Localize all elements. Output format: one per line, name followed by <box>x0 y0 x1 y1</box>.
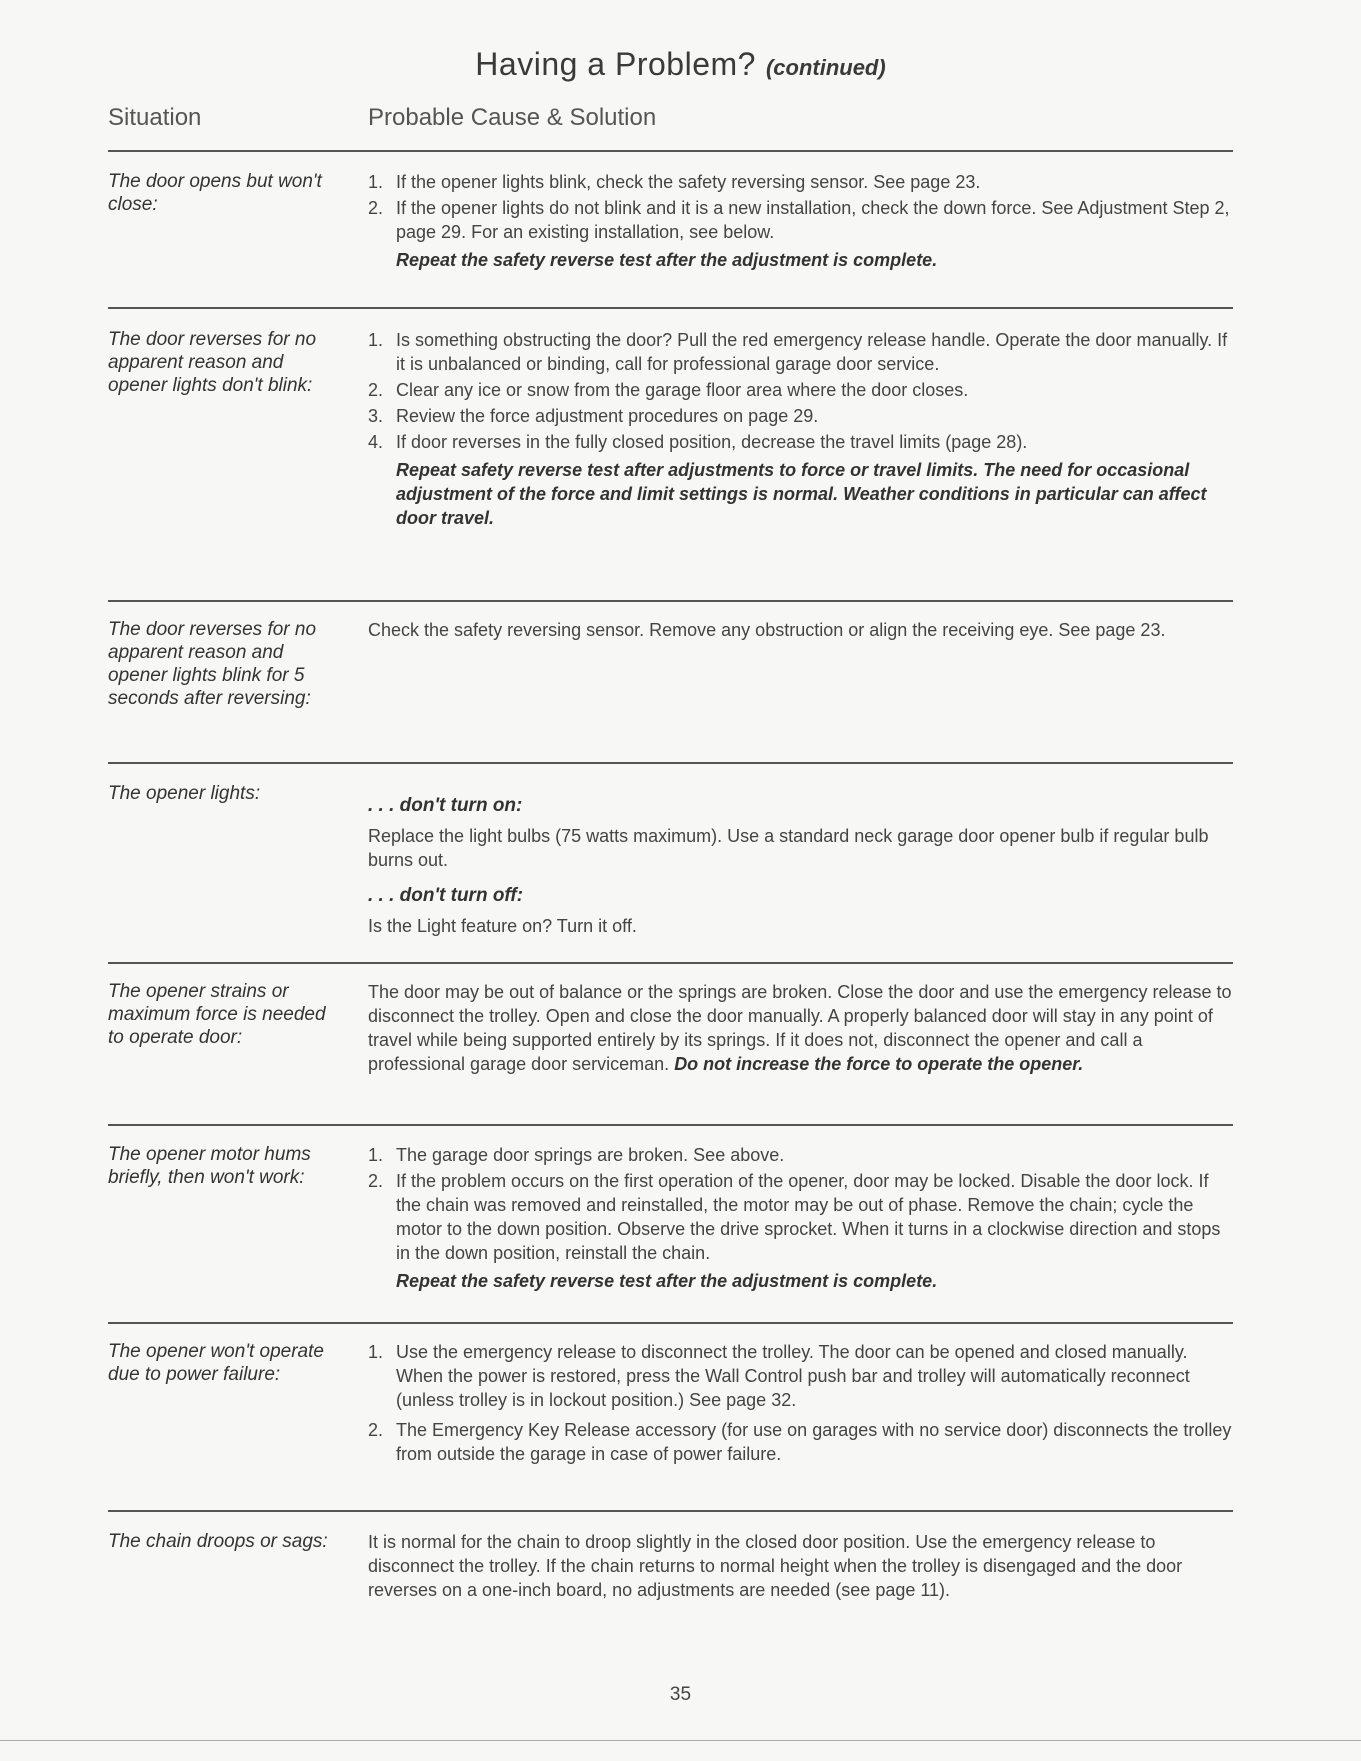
subheading-dont-turn-off: . . . don't turn off: <box>368 885 524 906</box>
divider <box>108 1510 1233 1512</box>
item-number: 1. <box>368 172 384 192</box>
safety-note: Repeat the safety reverse test after the adjustment is complete. <box>396 1271 938 1291</box>
item-number: 4. <box>368 432 384 452</box>
text-dont-turn-on: Replace the light bulbs (75 watts maximum). Use a standard neck garage door opener bulb if regular bulb burns out. <box>368 826 1209 870</box>
solution <box>368 794 1234 938</box>
situation-text: The opener won't operate due to power failure: <box>108 1341 324 1385</box>
safety-note: Repeat safety reverse test after adjustments to force or travel limits. The need for occasional adjustment of the force and limit settings is normal. Weather conditions in particular can affect door travel. <box>396 460 1207 528</box>
divider <box>108 307 1233 309</box>
item-number: 2. <box>368 380 384 400</box>
item-text: If door reverses in the fully closed position, decrease the travel limits (page 28). <box>396 432 1028 452</box>
list-item <box>368 1340 1234 1412</box>
item-text: If the problem occurs on the first operation of the opener, door may be locked. Disable the door lock. If the chain was removed and reinstalled, the motor may be out of phase. Remove the chain; cycle the motor to the down position. Observe the drive sprocket. When it turns in a clockwise direction and stops in the down position, reinstall the chain. <box>396 1171 1221 1263</box>
list-item <box>368 378 1234 402</box>
item-number: 1. <box>368 1145 384 1165</box>
divider <box>108 762 1233 764</box>
subheading-dont-turn-on: . . . don't turn on: <box>368 795 523 816</box>
item-text: Clear any ice or snow from the garage floor area where the door closes. <box>396 380 969 400</box>
divider <box>108 150 1233 152</box>
situation-text: The opener motor hums briefly, then won't work: <box>108 1144 311 1188</box>
column-header-situation: Situation <box>108 104 202 131</box>
column-header-cause: Probable Cause & Solution <box>368 104 657 131</box>
situation-text: The chain droops or sags: <box>108 1531 328 1552</box>
item-text: The garage door springs are broken. See above. <box>396 1145 785 1165</box>
solution <box>368 980 1234 1076</box>
divider <box>108 1322 1233 1324</box>
list-item <box>368 1169 1234 1265</box>
warning-note: Do not increase the force to operate the opener. <box>674 1054 1084 1074</box>
solution: Check the safety reversing sensor. Remove any obstruction or align the receiving eye. See page 23. <box>368 620 1166 640</box>
solution <box>368 170 1234 272</box>
item-number: 1. <box>368 1342 384 1362</box>
text-dont-turn-off: Is the Light feature on? Turn it off. <box>368 916 637 936</box>
item-text: Use the emergency release to disconnect the trolley. The door can be opened and closed manually. When the power is restored, press the Wall Control push bar and trolley will automatically reconnect (unless trolley is in lockout position.) See page 32. <box>396 1342 1190 1410</box>
situation-text: The opener strains or maximum force is needed to operate door: <box>108 981 326 1048</box>
item-text: Is something obstructing the door? Pull the red emergency release handle. Operate the door manually. If it is unbalanced or binding, call for professional garage door service. <box>396 330 1228 374</box>
solution: It is normal for the chain to droop slightly in the closed door position. Use the emergency release to disconnect the trolley. If the chain returns to normal height when the trolley is disengaged and the door reverses on a one-inch board, no adjustments are needed (see page 11). <box>368 1532 1183 1600</box>
list-item <box>368 1143 1234 1167</box>
situation-text: The door opens but won't close: <box>108 171 322 215</box>
page-title <box>0 46 1361 83</box>
item-text: If the opener lights blink, check the safety reversing sensor. See page 23. <box>396 172 981 192</box>
divider <box>108 600 1233 602</box>
list-item <box>368 1418 1234 1466</box>
solution <box>368 1340 1234 1468</box>
item-number: 3. <box>368 406 384 426</box>
solution <box>368 1143 1234 1293</box>
solution-text: The door may be out of balance or the springs are broken. Close the door and use the emergency release to disconnect the trolley. Open and close the door manually. A properly balanced door will stay in any point of travel while being supported entirely by its springs. If it does not, disconnect the opener and call a professional garage door serviceman. <box>368 982 1232 1074</box>
situation-text: The door reverses for no apparent reason and opener lights don't blink: <box>108 329 317 396</box>
title-continued: (continued) <box>765 55 886 80</box>
item-text: The Emergency Key Release accessory (for use on garages with no service door) disconnects the trolley from outside the garage in case of power failure. <box>396 1420 1232 1464</box>
title-text: Having a Problem? <box>475 46 756 82</box>
list-item <box>368 328 1234 376</box>
list-item <box>368 170 1234 194</box>
page-number: 35 <box>669 1684 692 1705</box>
item-text: If the opener lights do not blink and it is a new installation, check the down force. See Adjustment Step 2, page 29. For an existing installation, see below. <box>396 198 1230 242</box>
item-number: 1. <box>368 330 384 350</box>
situation-text: The door reverses for no apparent reason and opener lights blink for 5 seconds after reversing: <box>108 619 317 709</box>
list-item <box>368 404 1234 428</box>
item-number: 2. <box>368 1171 384 1191</box>
situation-text: The opener lights: <box>108 783 261 804</box>
item-number: 2. <box>368 198 384 218</box>
safety-note: Repeat the safety reverse test after the adjustment is complete. <box>396 250 938 270</box>
list-item <box>368 196 1234 244</box>
divider <box>108 962 1233 964</box>
item-number: 2. <box>368 1420 384 1440</box>
solution <box>368 328 1234 530</box>
list-item <box>368 430 1234 454</box>
bottom-divider <box>0 1740 1361 1741</box>
item-text: Review the force adjustment procedures on page 29. <box>396 406 819 426</box>
divider <box>108 1124 1233 1126</box>
